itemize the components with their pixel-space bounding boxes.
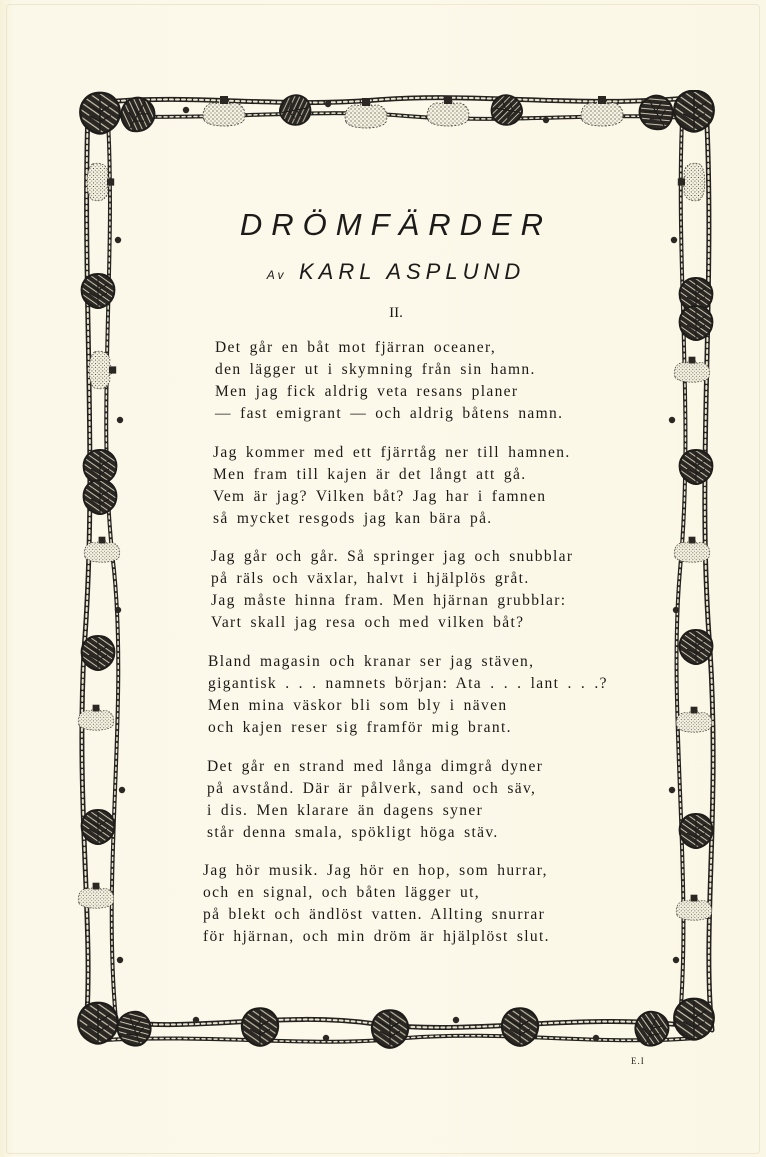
- poem-line: Jag kommer med ett fjärrtåg ner till hamnen.: [213, 444, 571, 461]
- poem-line: står denna smala, spökligt höga stäv.: [207, 824, 499, 841]
- byline-prefix: Av: [266, 268, 287, 282]
- poem-line: så mycket resgods jag kan bära på.: [213, 510, 493, 527]
- poem-line: i dis. Men klarare än dagens syner: [207, 802, 484, 819]
- poem-line: Men jag fick aldrig veta resans planer: [215, 383, 519, 400]
- poem-line: Vem är jag? Vilken båt? Jag har i famnen: [213, 488, 547, 505]
- poem-line: Det går en strand med långa dimgrå dyner: [207, 758, 544, 775]
- poem-line: Det går en båt mot fjärran oceaner,: [215, 339, 497, 356]
- poem-line: gigantisk . . . namnets början: Ata . . . lant . . .?: [208, 675, 608, 692]
- poem-line: Men fram till kajen är det långt att gå.: [213, 466, 527, 483]
- poem-line: Jag måste hinna fram. Men hjärnan grubblar:: [211, 592, 567, 609]
- poem-title: DRÖMFÄRDER: [239, 207, 553, 242]
- poem-line: och kajen reser sig framför mig brant.: [208, 719, 512, 736]
- stanza-6: [203, 860, 550, 948]
- poem-line: för hjärnan, och min dröm är hjälplöst slut.: [203, 928, 550, 945]
- stanza-5: [207, 756, 543, 844]
- author-name: KARL ASPLUND: [298, 259, 526, 284]
- poem-line: Jag går och går. Så springer jag och snubblar: [211, 548, 574, 565]
- section-number: II.: [389, 305, 403, 321]
- poem-line: Bland magasin och kranar ser jag stäven,: [208, 653, 535, 670]
- poem-line: Jag hör musik. Jag hör en hop, som hurrar,: [203, 862, 548, 879]
- poem-line: på blekt och ändlöst vatten. Allting snurrar: [203, 906, 546, 923]
- stanza-3: [211, 546, 573, 634]
- byline: [0, 259, 766, 285]
- stanza-2: [213, 442, 571, 530]
- poem-line: Vart skall jag resa och med vilken båt?: [211, 614, 525, 631]
- poem-line: — fast emigrant — och aldrig båtens namn.: [215, 405, 564, 422]
- poem-line: på räls och växlar, halvt i hjälplös gråt.: [211, 570, 530, 587]
- poem-line: Men mina väskor bli som bly i näven: [208, 697, 508, 714]
- stanza-4: [208, 651, 608, 739]
- artist-signature: E.I: [631, 1056, 645, 1066]
- poem-line: den lägger ut i skymning från sin hamn.: [215, 361, 536, 378]
- poem-line: och en signal, och båten lägger ut,: [203, 884, 481, 901]
- poem-line: på avstånd. Där är pålverk, sand och säv,: [207, 780, 537, 797]
- stanza-1: [215, 337, 563, 425]
